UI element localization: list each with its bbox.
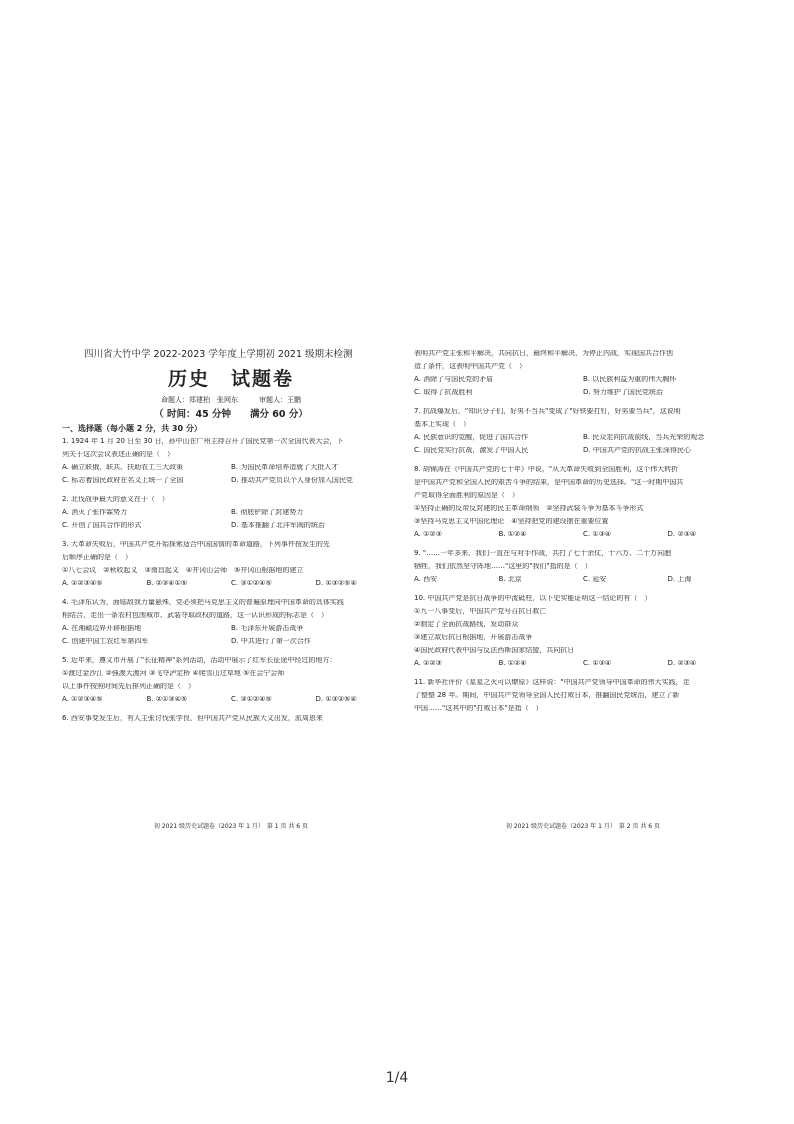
exam-page-1 [62, 340, 400, 830]
option: C. 创建中国工农红军第四军 [62, 638, 149, 645]
option: D. 上海 [667, 576, 692, 583]
option: A. 消灭了张作霖势力 [62, 509, 128, 516]
option: D. ①③②⑤④ [315, 696, 357, 703]
option: A. ①②③④⑤ [62, 580, 103, 587]
question-1-cont: 列关于这次会议表述正确的是（ ） [62, 451, 174, 458]
option: A. 消除了与国民党的矛盾 [414, 376, 494, 383]
option: B. ②①③④⑤ [146, 696, 188, 703]
question-9-options [414, 576, 752, 589]
authors-line: 命题人：郑建柏 张网东 审题人：王鹏 [161, 395, 301, 404]
question-8-items-2: ③坚持马克思主义中国化理论 ④坚持把党的建设摆在重要位置 [414, 518, 609, 525]
time-score-line: （ 时间：45 分钟 满分 60 分） [154, 408, 308, 420]
option: A. ①②③④⑤ [62, 696, 103, 703]
question-11-cont-2: 中国……"这其中的"打败日本"是指（ ） [414, 705, 543, 712]
option: B. 毛泽东开展游击战争 [231, 625, 304, 632]
question-9: 9. "……一年多来，我们一直在与对手作战，共打了七十余仗，十六万、二十万同胞 [414, 550, 672, 557]
question-3-items: ①八七会议 ②秋收起义 ③南昌起义 ④井冈山会师 ⑤井冈山根据地的建立 [62, 567, 304, 574]
question-3: 3. 大革命失败后，中国共产党开始探索适合中国国情的革命道路，下列事件按发生的先 [62, 541, 330, 548]
question-4-options [62, 625, 400, 651]
question-9-cont: 牺牲，我们依然坚守阵地……"这里的"我们"指的是（ ） [414, 563, 592, 570]
option: A. 在湘赣边界开辟根据地 [62, 625, 142, 632]
exam-page-2 [414, 340, 752, 830]
question-1-options [62, 464, 400, 490]
option: C. ③①②④⑤ [231, 696, 272, 703]
question-10: 10. 中国共产党是抗日战争的中流砥柱，以下史实能证明这一结论的有（ ） [414, 595, 652, 602]
question-5-cont: 以上事件按照时间先后排列正确的是（ ） [62, 683, 195, 690]
question-10-options [414, 660, 752, 673]
option: D. ②③④ [667, 531, 697, 538]
option: D. 努力维护了国民党统治 [583, 389, 663, 396]
question-8: 8. 胡锦涛在《中国共产党的七十年》中说，"从大革命失败到全国胜利，这个伟大转折 [414, 466, 679, 473]
option: A. 西安 [414, 576, 438, 583]
question-7-options [414, 434, 752, 460]
question-5: 5. 近年来，遵义市开展了"长征精神"系列活动，活动中展示了红军长征途中经过的地方： [62, 657, 337, 664]
section-heading: 一、选择题（每小题 2 分，共 30 分） [62, 424, 202, 433]
option: C. 国民党实行抗战，激发了中国人民 [414, 447, 529, 454]
option: A. ①②③ [414, 660, 442, 667]
option: D. 中国共产党的抗战主张深得民心 [583, 447, 691, 454]
page-footer: 初 2021 级历史试题卷（2023 年 1 月） 第 2 页 共 6 页 [505, 823, 661, 830]
question-2-options [62, 509, 400, 535]
question-10-item: ③建立敌后抗日根据地，开展游击战争 [414, 634, 533, 641]
option: B. 彻底铲除了封建势力 [231, 509, 304, 516]
question-2: 2. 北伐战争最大的意义在于（ ） [62, 496, 169, 503]
option: B. ②③④①⑤ [146, 580, 188, 587]
option: B. 北京 [498, 576, 522, 583]
option: C. 标志着国民政府在名义上统一了全国 [62, 477, 184, 484]
question-8-cont: 是中国共产党和全国人民的艰苦斗争的结果，是中国革命的历史选择。"这一时期中国共 [414, 479, 684, 486]
option: C. 开创了国共合作的形式 [62, 522, 142, 529]
question-6-options [414, 376, 752, 402]
question-8-cont-2: 产党取得全面胜利的原因是（ ） [414, 492, 519, 499]
option: D. ②③④ [667, 660, 697, 667]
page-footer: 初 2021 级历史试题卷（2023 年 1 月） 第 1 页 共 6 页 [153, 823, 309, 830]
question-8-items-1: ①坚持正确的反帝反封建的民主革命纲领 ②坚持武装斗争为基本斗争形式 [414, 505, 644, 512]
option: C. 取得了抗战胜利 [414, 389, 473, 396]
option: D. ①③②⑤④ [315, 580, 357, 587]
option: B. 民众走向抗战前线，当兵光荣的观念 [583, 434, 705, 441]
question-3-cont: 后顺序正确的是（ ） [62, 554, 132, 561]
option: C. ③①②④⑤ [231, 580, 272, 587]
question-10-item: ①九一八事变后，中国共产党号召抗日救亡 [414, 608, 547, 615]
scanned-sheet [62, 340, 752, 830]
exam-title: 历史 试题卷 [167, 367, 294, 390]
question-5-options [62, 696, 400, 709]
question-10-item: ②制定了全面抗战路线，发动群众 [414, 621, 519, 628]
option: C. 延安 [583, 576, 607, 583]
option: A. 民族意识的觉醒，促进了国共合作 [414, 434, 529, 441]
question-11-cont: 了整整 28 年。期间，中国共产党领导全国人民打败日本，推翻国民党统治，建立了新 [414, 692, 680, 699]
question-8-options [414, 531, 752, 544]
question-11: 11. 新华社评价《星星之火可以燎原》这样说："中国共产党领导中国革命的伟大实践，走 [414, 679, 690, 686]
option: A. 确立联俄、联共、扶助农工三大政策 [62, 464, 184, 471]
question-5-items: ①渡过金沙江 ②强渡大渡河 ③飞夺泸定桥 ④爬雪山过草地 ⑤在会宁会师 [62, 670, 285, 677]
school-title: 四川省大竹中学 2022-2023 学年度上学期初 2021 级期末检测 [84, 349, 353, 360]
question-7-cont: 基本上实现（ ） [414, 421, 470, 428]
option: A. ①②③ [414, 531, 442, 538]
option: B. 为国民革命培养造就了大批人才 [231, 464, 339, 471]
option: B. ①②④ [498, 660, 527, 667]
option: C. ①③④ [583, 531, 612, 538]
option: D. 推动共产党员以个人身份加入国民党 [231, 477, 353, 484]
question-7: 7. 抗战爆发后，"知识分子们，好男不当兵"变成了"好铁要打钉，好男要当兵"，这说明 [414, 408, 681, 415]
question-1: 1. 1924 年 1 月 20 日至 30 日，孙中山在广州主持召开了国民党第一次全国代表大会，下 [62, 438, 344, 445]
question-3-options [62, 580, 400, 593]
option: C. ①③④ [583, 660, 612, 667]
option: B. 以民族利益为重的伟大胸怀 [583, 376, 677, 383]
question-4: 4. 毛泽东认为，面临敌我力量悬殊，党必须把马克思主义的普遍原理同中国革命的具体实践 [62, 599, 344, 606]
page-indicator: 1/4 [385, 1070, 409, 1086]
question-6-cont-2: 造了条件，这表明中国共产党（ ） [414, 363, 526, 370]
question-4-cont: 相结合，走出一条农村包围城市、武装夺取政权的道路，这一认识形成的标志是（ ） [62, 612, 328, 619]
question-10-item: ④国民政府代表中国与反法西斯国家结盟，共同抗日 [414, 647, 575, 654]
option: D. 基本推翻了北洋军阀的统治 [231, 522, 325, 529]
option: D. 中共进行了第一次合作 [231, 638, 311, 645]
option: B. ①②④ [498, 531, 527, 538]
question-6-cont: 表明共产党主张和平解决，共同抗日，最终和平解决，为停止内战，实现国共合作创 [414, 350, 673, 357]
question-6: 6. 西安事变发生后，有人主张讨伐张学良，但中国共产党从民族大义出发，派周恩来 [62, 715, 323, 722]
